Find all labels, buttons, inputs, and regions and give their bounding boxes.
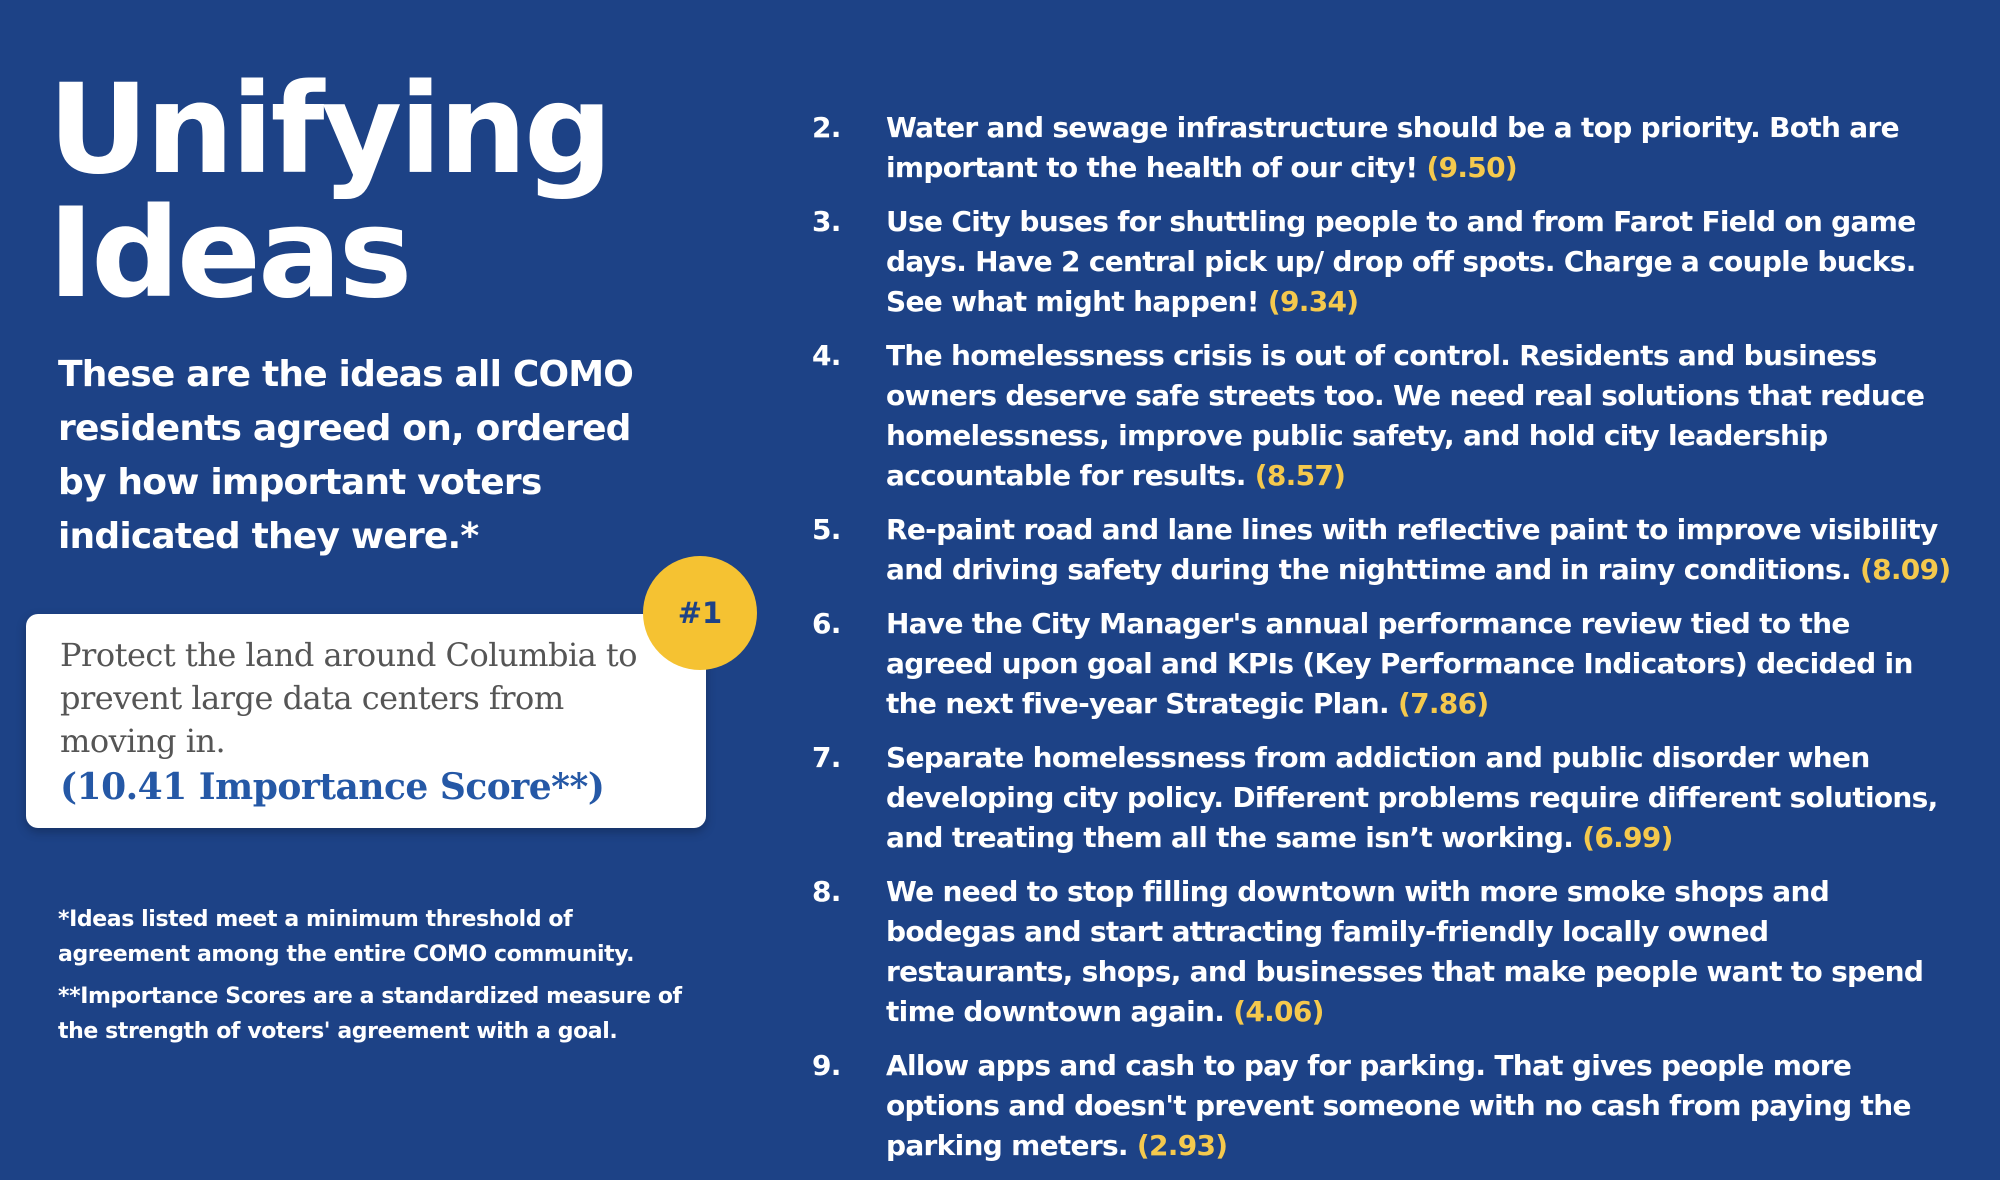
idea-number: 8. [812, 875, 841, 908]
footnote: **Importance Scores are a standardized measure of the strength of voters' agreement with a goal. [58, 984, 682, 1044]
idea-text: Separate homelessness from addiction and public disorder when developing city policy. Different problems require different solutions, and treating them all the same isn’t working. [886, 741, 1938, 854]
idea-number: 3. [812, 205, 841, 238]
top-idea-card [26, 614, 706, 828]
top-idea-score: (10.41 Importance Score**) [60, 766, 605, 808]
idea-text: Have the City Manager's annual performance review tied to the agreed upon goal and KPIs (Key Performance Indicators) decided in the next five-year Strategic Plan. [886, 607, 1913, 720]
idea-text: We need to stop filling downtown with more smoke shops and bodegas and start attracting family-friendly locally owned restaurants, shops, and businesses that make people want to spend time downtown again. [886, 875, 1924, 1028]
footnote: *Ideas listed meet a minimum threshold of agreement among the entire COMO community. [58, 907, 635, 967]
idea-score: (9.50) [1426, 151, 1517, 184]
list-item [812, 202, 1962, 322]
idea-score: (9.34) [1267, 285, 1359, 318]
list-item [812, 738, 1962, 858]
top-idea-text: Protect the land around Columbia to prevent large data centers from moving in. [60, 636, 638, 760]
list-item [812, 1046, 1962, 1166]
idea-score: (8.09) [1859, 553, 1951, 586]
idea-text: Re-paint road and lane lines with reflective paint to improve visibility and driving safety during the nighttime and in rainy conditions. [886, 513, 1938, 586]
idea-text: The homelessness crisis is out of control. Residents and business owners deserve safe streets too. We need real solutions that reduce homelessness, improve public safety, and hold city leadership accountable for results. [886, 339, 1925, 492]
title-line: Unifying [48, 58, 610, 202]
idea-score: (8.57) [1254, 459, 1346, 492]
page-title [48, 58, 610, 326]
title-line: Ideas [48, 182, 410, 326]
rank-badge: #1 [643, 556, 757, 670]
idea-number: 5. [812, 513, 841, 546]
idea-score: (2.93) [1136, 1129, 1228, 1162]
idea-text: Allow apps and cash to pay for parking. That gives people more options and doesn't prevent someone with no cash from paying the parking meters. [886, 1049, 1911, 1162]
idea-score: (4.06) [1233, 995, 1324, 1028]
idea-number: 7. [812, 741, 841, 774]
list-item [812, 604, 1962, 724]
intro-text: These are the ideas all COMO residents agreed on, ordered by how important voters indicated they were.* [58, 354, 634, 557]
list-item [812, 108, 1962, 188]
idea-number: 4. [812, 339, 841, 372]
idea-number: 2. [812, 111, 841, 144]
idea-score: (7.86) [1397, 687, 1489, 720]
list-item [812, 336, 1962, 496]
list-item [812, 872, 1962, 1032]
idea-number: 6. [812, 607, 841, 640]
idea-number: 9. [812, 1049, 841, 1082]
ideas-list [812, 108, 1962, 1180]
idea-score: (6.99) [1582, 821, 1673, 854]
idea-text: Use City buses for shuttling people to and from Farot Field on game days. Have 2 central pick up/ drop off spots. Charge a couple bucks. See what might happen! [886, 205, 1916, 318]
idea-text: Water and sewage infrastructure should be a top priority. Both are important to the health of our city! [886, 111, 1899, 184]
footnotes [58, 902, 698, 1056]
list-item [812, 510, 1962, 590]
